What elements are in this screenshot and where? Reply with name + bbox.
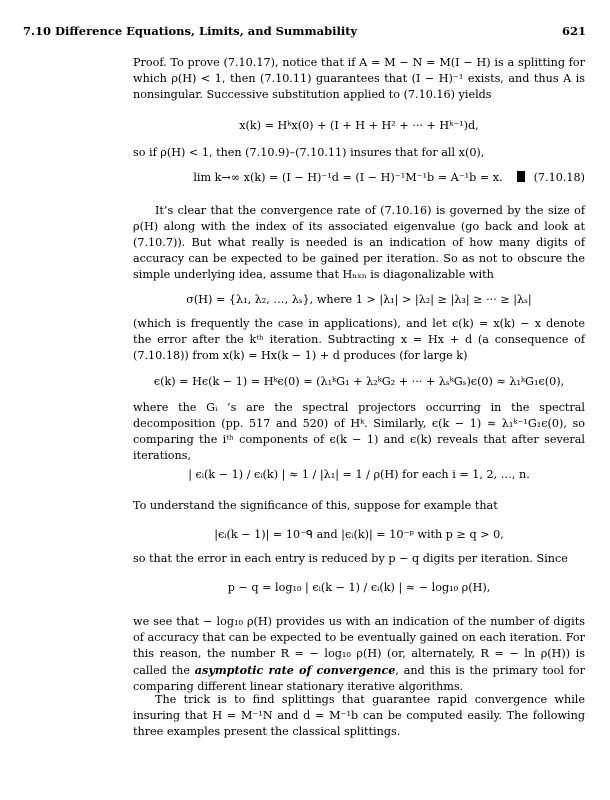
equation-log-rate: p − q = log₁₀ | ϵᵢ(k − 1) / ϵᵢ(k) | ≈ − log₁₀ ρ(H), bbox=[227, 581, 491, 594]
equation-limit bbox=[133, 170, 585, 186]
paragraph-asymptotic-rate bbox=[133, 614, 585, 695]
asymptotic-rate-text-b: , and this is the primary tool for comparing different linear stationary iterative algorithms. bbox=[133, 664, 585, 693]
paragraph-error-definition: (which is frequently the case in applications), and let ϵ(k) = x(k) − x denote the error after the kᵗʰ iteration. Subtracting x = Hx + d (a consequence of (7.10.18)) from x(k) = Hx(k − 1) + d produces (for large k) bbox=[133, 317, 585, 362]
paragraph-significance: To understand the significance of this, suppose for example that bbox=[133, 499, 498, 512]
paragraph-digits-per-iteration: so that the error in each entry is reduced by p − q digits per iteration. Since bbox=[133, 552, 568, 565]
equation-spectrum: σ(H) = {λ₁, λ₂, …, λₛ}, where 1 > |λ₁| > |λ₂| ≥ |λ₃| ≥ ··· ≥ |λₛ| bbox=[186, 293, 532, 306]
equation-limit-body: lim k→∞ x(k) = (I − H)⁻¹d = (I − H)⁻¹M⁻¹b = A⁻¹b = x. bbox=[193, 171, 503, 184]
page-number: 621 bbox=[561, 24, 586, 38]
paragraph-condition: so if ρ(H) < 1, then (7.10.9)–(7.10.11) insures that for all x(0), bbox=[133, 146, 485, 159]
paragraph-convergence-rate: It’s clear that the convergence rate of (7.10.16) is governed by the size of ρ(H) along with the index of its associated eigenvalue (go back and look at (7.10.7)). But what really is needed is an indication of how many digits of accuracy can be expected to be gained per iteration. So as not to obscure the simple underlying idea, assume that Hₙₓₙ is diagonalizable with bbox=[133, 204, 585, 281]
paragraph-spectral-projectors: where the Gᵢ ’s are the spectral projectors occurring in the spectral decomposition (pp. 517 and 520) of Hᵏ. Similarly, ϵ(k − 1) ≈ λ₁ᵏ⁻¹G₁ϵ(0), so comparing the iᵗʰ components of ϵ(k − 1) and ϵ(k) reveals that after several iterations, bbox=[133, 401, 585, 462]
asymptotic-rate-term: asymptotic rate of convergence bbox=[194, 663, 396, 677]
equation-successive-substitution: x(k) = Hᵏx(0) + (I + H + H² + ··· + Hᵏ⁻¹)d, bbox=[239, 119, 479, 132]
asymptotic-rate-text-a: we see that − log₁₀ ρ(H) provides us with an indication of the number of digits of accuracy that can be expected to be eventually gained on each iteration. For this reason, the number R = − log₁₀ ρ(H) (or, alternately, R = − ln ρ(H)) is called the bbox=[133, 615, 585, 677]
equation-number: (7.10.18) bbox=[533, 171, 585, 184]
qed-square-icon bbox=[517, 171, 525, 182]
paragraph-splittings: The trick is to find splittings that guarantee rapid convergence while insuring that H = M⁻¹N and d = M⁻¹b can be computed easily. The following three examples present the classical splittings. bbox=[133, 693, 585, 738]
equation-error-expansion: ϵ(k) = Hϵ(k − 1) = Hᵏϵ(0) = (λ₁ᵏG₁ + λ₂ᵏG₂ + ··· + λₛᵏGₛ)ϵ(0) ≈ λ₁ᵏG₁ϵ(0), bbox=[153, 375, 565, 388]
running-header: 7.10 Difference Equations, Limits, and Summability bbox=[23, 24, 358, 38]
equation-ratio: | ϵᵢ(k − 1) / ϵᵢ(k) | ≈ 1 / |λ₁| = 1 / ρ(H) for each i = 1, 2, …, n. bbox=[188, 468, 530, 481]
equation-error-magnitudes: |ϵᵢ(k − 1)| = 10⁻ᑫ and |ϵᵢ(k)| = 10⁻ᵖ with p ≥ q > 0, bbox=[214, 528, 504, 541]
proof-paragraph: Proof. To prove (7.10.17), notice that if A = M − N = M(I − H) is a splitting for which ρ(H) < 1, then (7.10.11) guarantees that (I − H)⁻¹ exists, and thus A is nonsingular. Successive substitution applied to (7.10.16) yields bbox=[133, 56, 585, 101]
